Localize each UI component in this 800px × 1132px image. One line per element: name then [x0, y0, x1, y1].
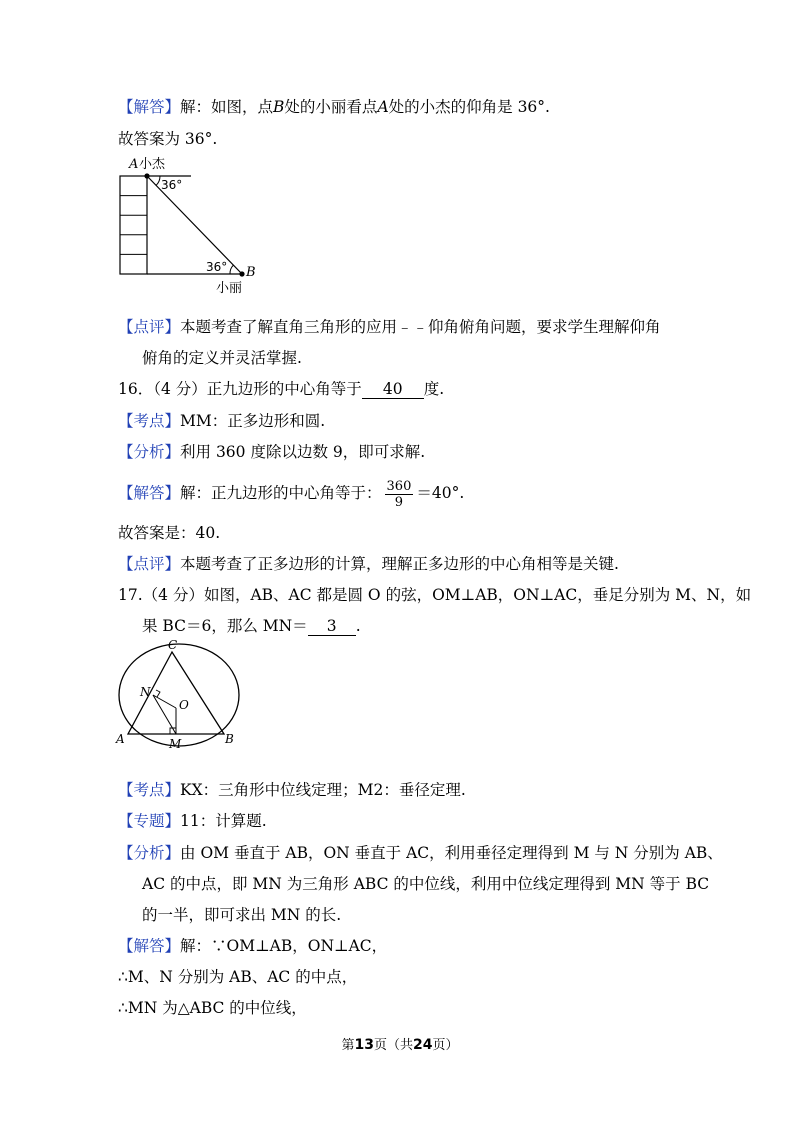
fig-label-n: N	[140, 685, 151, 699]
q17-zhuanti	[118, 810, 267, 832]
q16-stem-text: 16．（4 分）正九边形的中心角等于	[118, 380, 362, 398]
fig-angle-bottom: 36°	[206, 260, 228, 274]
footer-post: 页）	[432, 1038, 459, 1053]
fig-label-o: O	[179, 698, 189, 712]
point-a-dot	[144, 173, 149, 178]
q15-figure	[116, 154, 276, 300]
q15-solution-text: 解：如图，点	[180, 98, 274, 116]
fig-label-b: B	[246, 265, 256, 280]
tag-kaodian: 【考点】	[118, 412, 181, 430]
q17-stem2-text: 果 BC＝6，那么 MN＝	[142, 617, 308, 635]
q16-fraction	[385, 479, 414, 510]
q17-fenxi-line3: 的一半，即可求出 MN 的长.	[142, 906, 342, 924]
q16-kaodian-text: MM：正多边形和圆.	[180, 412, 326, 430]
q16-jieda	[118, 476, 464, 510]
angle-arc-top	[156, 176, 160, 186]
q16-stem	[118, 378, 444, 400]
q17-stem-line2	[142, 615, 361, 637]
point-b-dot	[239, 271, 244, 276]
tag-dianping: 【点评】	[118, 318, 181, 336]
fig-label-b2: B	[225, 732, 234, 746]
q16-blank: 40	[362, 380, 424, 399]
fig-label-xiaojie: 小杰	[139, 157, 166, 172]
q17-stem-line1: 17.（4 分）如图，AB、AC 都是圆 O 的弦，OM⊥AB，ON⊥AC，垂足分别为 M、N，如	[118, 586, 752, 604]
building-rect	[120, 176, 147, 274]
q16-dianping	[118, 553, 619, 575]
page-footer	[0, 1034, 800, 1053]
footer-total-pages: 24	[413, 1037, 433, 1053]
q17-zhuanti-text: 11：计算题.	[180, 812, 267, 830]
footer-mid: 页（共	[373, 1038, 413, 1053]
q16-fenxi-text: 利用 360 度除以边数 9，即可求解.	[180, 443, 426, 461]
q17-jieda-text: 解：∵OM⊥AB，ON⊥AC，	[180, 937, 388, 955]
q16-stem-end: 度.	[423, 380, 445, 398]
q15-comment-line2: 俯角的定义并灵活掌握.	[142, 349, 302, 367]
q16-kaodian	[118, 410, 325, 432]
fig-label-xiaoli: 小丽	[216, 281, 243, 296]
q15-comment-text: 本题考查了解直角三角形的应用﹣﹣仰角俯角问题，要求学生理解仰角	[180, 318, 661, 336]
angle-arc-bottom	[230, 265, 234, 274]
q15-point-b: B	[273, 98, 285, 116]
q17-jieda	[118, 935, 387, 957]
q15-solution-end: 处的小杰的仰角是 36°.	[388, 98, 550, 116]
tag-jieda: 【解答】	[118, 484, 181, 502]
tag-jieda: 【解答】	[118, 98, 181, 116]
q17-kaodian	[118, 779, 466, 801]
q15-answer: 故答案为 36°.	[118, 130, 218, 148]
fraction-numerator: 360	[386, 478, 412, 494]
fig-angle-top: 36°	[161, 178, 183, 192]
fig-label-m: M	[169, 737, 182, 751]
right-angle-mark-n	[156, 690, 160, 697]
q17-figure	[112, 638, 248, 754]
footer-pre: 第	[341, 1038, 355, 1053]
tag-fenxi: 【分析】	[118, 443, 181, 461]
fig-label-a2: A	[116, 732, 125, 746]
q15-comment-line1	[118, 316, 661, 338]
fig-label-a: A	[129, 157, 139, 172]
q17-blank: 3	[308, 617, 356, 636]
tag-fenxi: 【分析】	[118, 844, 181, 862]
q15-solution-line	[118, 96, 550, 118]
q16-jieda-post: ＝40°.	[416, 484, 465, 502]
fraction-denominator: 9	[394, 494, 404, 510]
tag-kaodian: 【考点】	[118, 781, 181, 799]
q17-step1: ∴M、N 分别为 AB、AC 的中点，	[118, 968, 358, 986]
q16-fenxi	[118, 441, 425, 463]
tag-jieda: 【解答】	[118, 937, 181, 955]
q15-solution-mid: 处的小丽看点	[284, 98, 378, 116]
fig-label-c: C	[168, 638, 178, 652]
q16-dianping-text: 本题考查了正多边形的计算，理解正多边形的中心角相等是关键.	[180, 555, 619, 573]
q16-jieda-pre: 解：正九边形的中心角等于：	[180, 484, 382, 502]
q15-point-a: A	[377, 98, 389, 116]
tag-zhuanti: 【专题】	[118, 812, 181, 830]
q17-fenxi-text1: 由 OM 垂直于 AB，ON 垂直于 AC，利用垂径定理得到 M 与 N 分别为 AB、	[180, 844, 723, 862]
q17-step2: ∴MN 为△ABC 的中位线，	[118, 999, 307, 1017]
q16-answer: 故答案是：40.	[118, 524, 221, 542]
tag-dianping: 【点评】	[118, 555, 181, 573]
q17-fenxi-line1	[118, 842, 723, 864]
footer-page-number: 13	[354, 1037, 374, 1053]
circle-o	[119, 644, 239, 746]
q17-kaodian-text: KX：三角形中位线定理；M2：垂径定理.	[180, 781, 466, 799]
q17-stem2-end: .	[355, 617, 361, 635]
q17-fenxi-line2: AC 的中点，即 MN 为三角形 ABC 的中位线，利用中位线定理得到 MN 等于 BC	[142, 875, 710, 893]
